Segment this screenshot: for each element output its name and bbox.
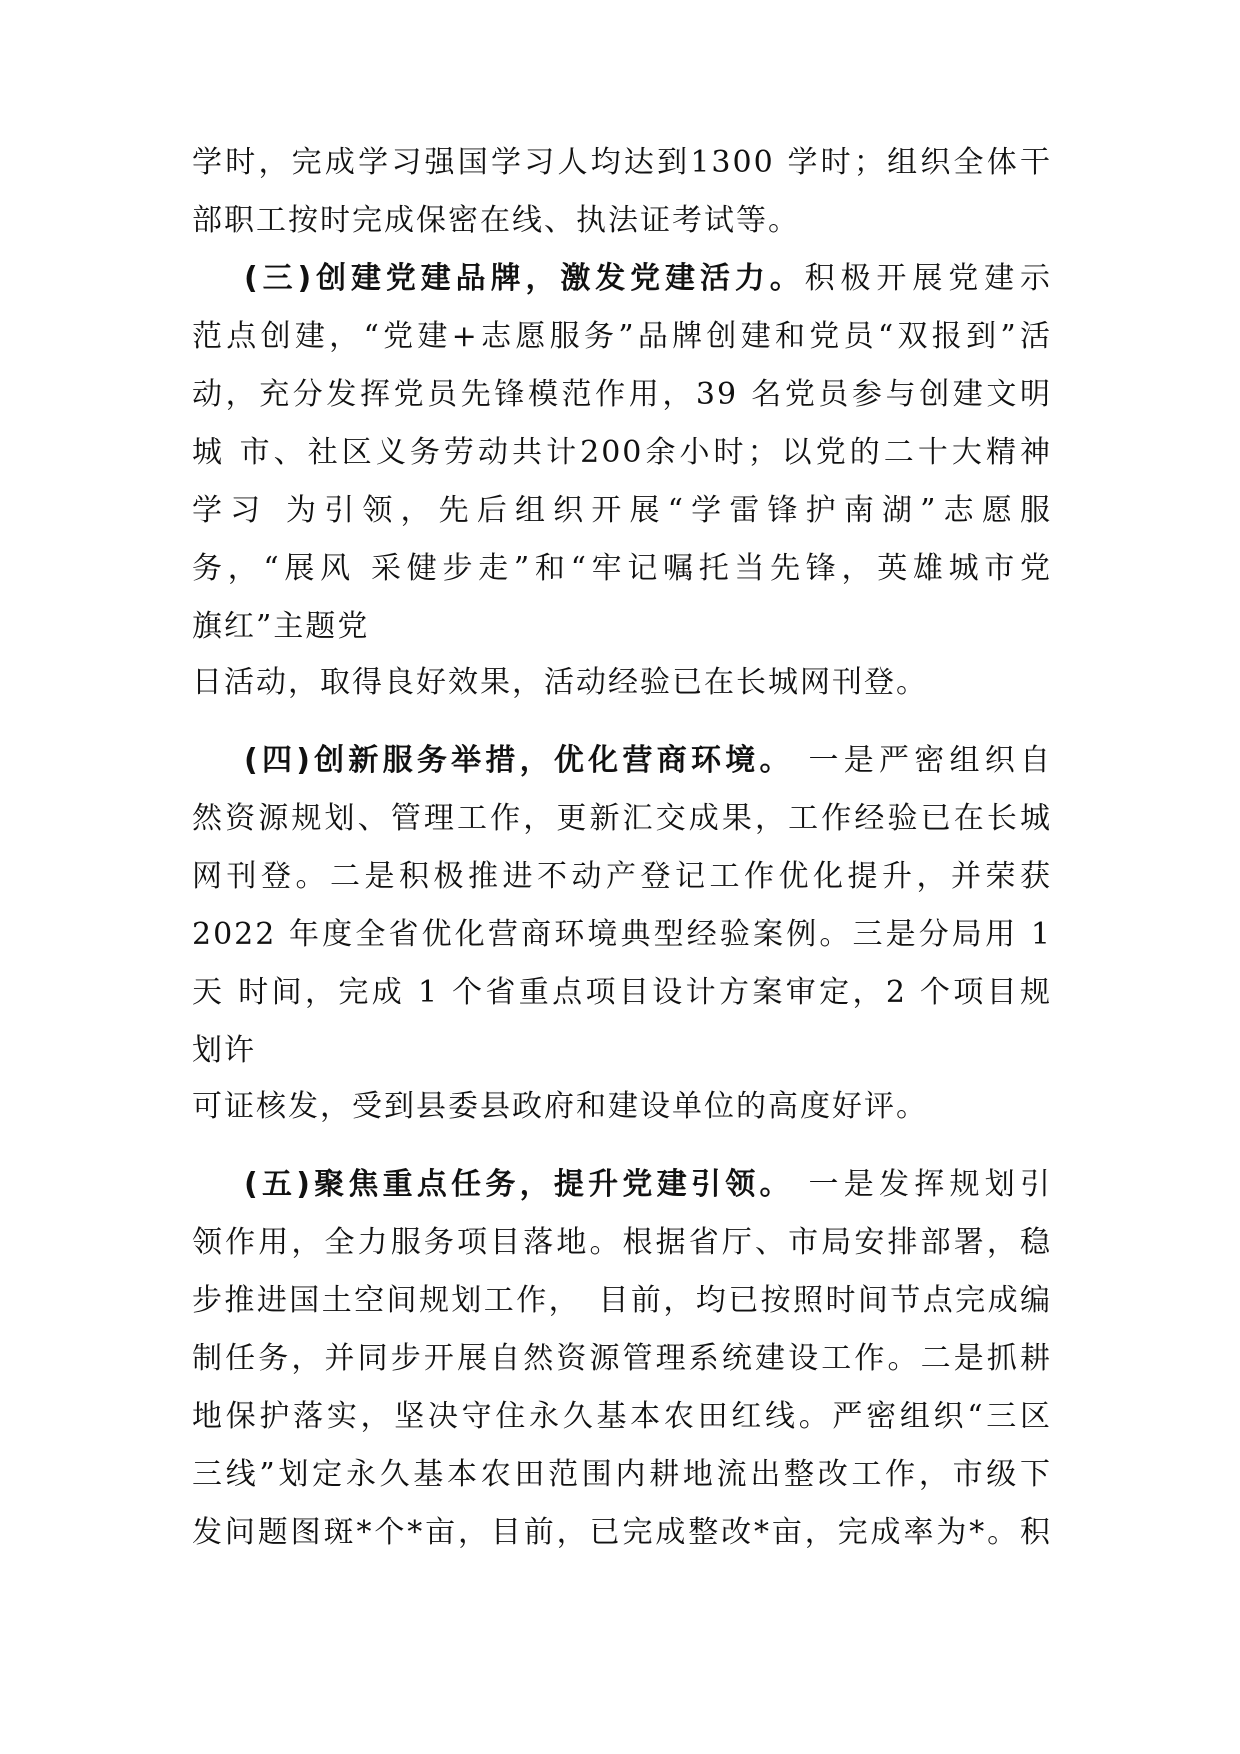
- text-line: 学时，完成学习强国学习人均达到1300 学时；组织全体干: [192, 145, 1052, 180]
- text-line: 然资源规划、管理工作，更新汇交成果，工作经验已在长城: [192, 801, 1052, 836]
- text-line: 城 市、社区义务劳动共计200余小时；以党的二十大精神: [192, 435, 1052, 470]
- text-line: 发问题图斑*个*亩，目前，已完成整改*亩，完成率为*。积: [192, 1515, 1052, 1550]
- section-text: 一是严密组织自: [793, 743, 1052, 778]
- text-line: 网刊登。二是积极推进不动产登记工作优化提升，并荣获: [192, 859, 1052, 894]
- text-line: 日活动，取得良好效果，活动经验已在长城网刊登。: [192, 665, 928, 700]
- section-text: 积极开展党建示: [804, 261, 1053, 296]
- text-line: 旗红”主题党: [192, 609, 370, 644]
- section-heading: (四)创新服务举措，优化营商环境。: [244, 743, 794, 778]
- section-heading-line: [192, 259, 1052, 299]
- section-heading-line: [192, 741, 1052, 781]
- text-line: 天 时间，完成 1 个省重点项目设计方案审定，2 个项目规: [192, 975, 1052, 1010]
- text-line: 动，充分发挥党员先锋模范作用，39 名党员参与创建文明: [192, 377, 1052, 412]
- section-heading-line: [192, 1165, 1052, 1205]
- text-line: 三线”划定永久基本农田范围内耕地流出整改工作，市级下: [192, 1457, 1052, 1492]
- text-line: 划许: [192, 1033, 256, 1068]
- text-line: 步推进国土空间规划工作， 目前，均已按照时间节点完成编: [192, 1283, 1052, 1318]
- text-line: 学习 为引领，先后组织开展“学雷锋护南湖”志愿服: [192, 493, 1052, 528]
- text-line: 地保护落实，坚决守住永久基本农田红线。严密组织“三区: [192, 1399, 1052, 1434]
- text-line: 务，“展风 采健步走”和“牢记嘱托当先锋，英雄城市党: [192, 551, 1052, 586]
- text-line: 可证核发，受到县委县政府和建设单位的高度好评。: [192, 1089, 928, 1124]
- section-heading: (三)创建党建品牌，激发党建活力。: [244, 261, 805, 296]
- text-line: 制任务，并同步开展自然资源管理系统建设工作。二是抓耕: [192, 1341, 1052, 1376]
- text-line: 部职工按时完成保密在线、执法证考试等。: [192, 203, 800, 238]
- text-line: 领作用，全力服务项目落地。根据省厅、市局安排部署，稳: [192, 1225, 1052, 1260]
- section-text: 一是发挥规划引: [793, 1167, 1052, 1202]
- section-heading: (五)聚焦重点任务，提升党建引领。: [244, 1167, 794, 1202]
- text-line: 2022 年度全省优化营商环境典型经验案例。三是分局用 1: [192, 917, 1052, 952]
- text-line: 范点创建，“党建+志愿服务”品牌创建和党员“双报到”活: [192, 319, 1052, 354]
